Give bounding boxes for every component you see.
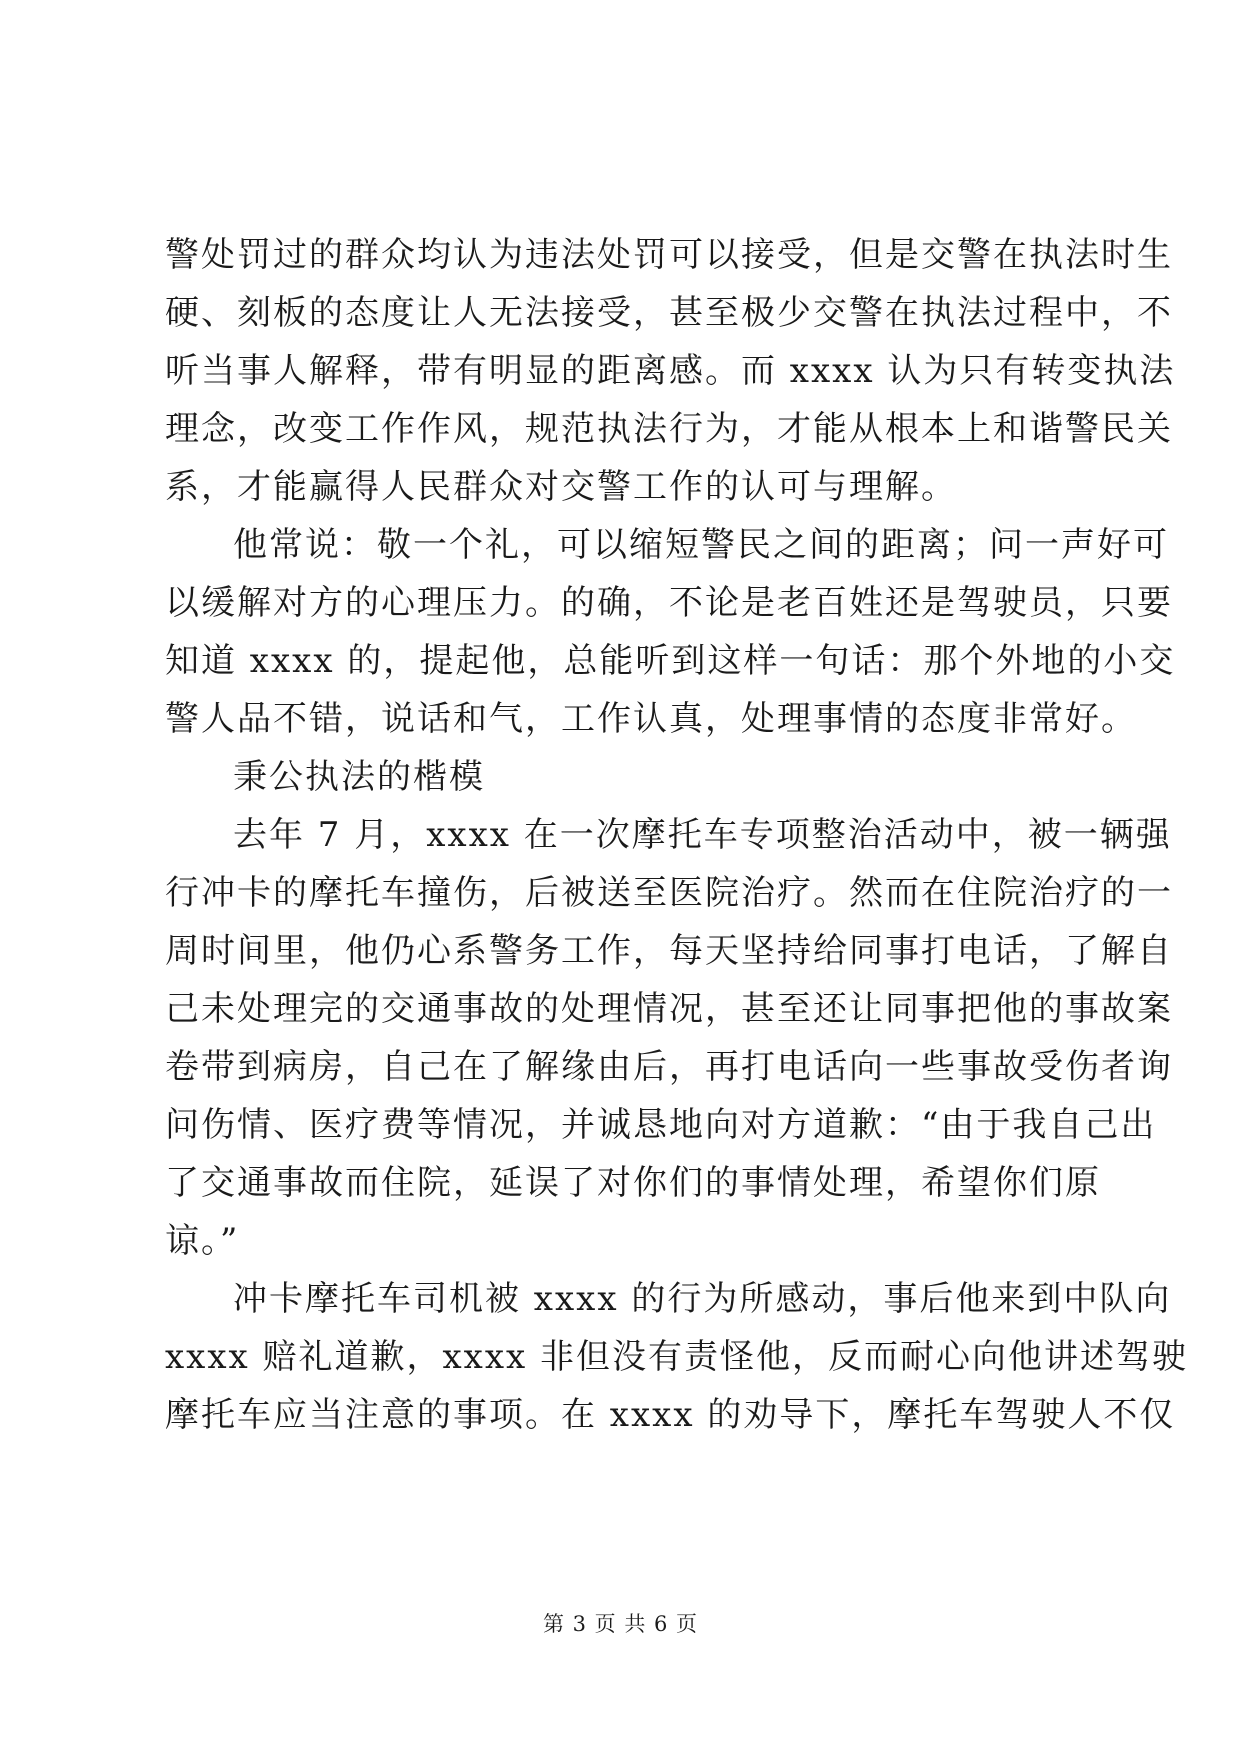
text-line: 周时间里，他仍心系警务工作，每天坚持给同事打电话，了解自 bbox=[165, 931, 1173, 971]
text-line: 以缓解对方的心理压力。的确，不论是老百姓还是驾驶员，只要 bbox=[165, 583, 1173, 623]
section-heading: 秉公执法的楷模 bbox=[233, 757, 485, 797]
text-line: 系，才能赢得人民群众对交警工作的认可与理解。 bbox=[165, 467, 957, 507]
text-line: 卷带到病房，自己在了解缘由后，再打电话向一些事故受伤者询 bbox=[165, 1047, 1173, 1087]
text-line: 警人品不错，说话和气，工作认真，处理事情的态度非常好。 bbox=[165, 699, 1137, 739]
text-line: 警处罚过的群众均认为违法处罚可以接受，但是交警在执法时生 bbox=[165, 235, 1173, 275]
text-line: 摩托车应当注意的事项。在 xxxx 的劝导下，摩托车驾驶人不仅 bbox=[165, 1395, 1176, 1435]
text-line: 己未处理完的交通事故的处理情况，甚至还让同事把他的事故案 bbox=[165, 989, 1173, 1029]
text-line: 行冲卡的摩托车撞伤，后被送至医院治疗。然而在住院治疗的一 bbox=[165, 873, 1173, 913]
text-line: 知道 xxxx 的，提起他，总能听到这样一句话：那个外地的小交 bbox=[165, 641, 1176, 681]
text-line: 问伤情、医疗费等情况，并诚恳地向对方道歉：“由于我自己出 bbox=[165, 1105, 1157, 1145]
page-number-footer: 第 3 页 共 6 页 bbox=[542, 1612, 699, 1636]
text-line: 硬、刻板的态度让人无法接受，甚至极少交警在执法过程中，不 bbox=[165, 293, 1173, 333]
text-line: 了交通事故而住院，延误了对你们的事情处理，希望你们原 bbox=[165, 1163, 1101, 1203]
text-line: 理念，改变工作作风，规范执法行为，才能从根本上和谐警民关 bbox=[165, 409, 1173, 449]
text-line: 听当事人解释，带有明显的距离感。而 xxxx 认为只有转变执法 bbox=[165, 351, 1176, 391]
text-line: 他常说：敬一个礼，可以缩短警民之间的距离；问一声好可 bbox=[233, 525, 1169, 565]
text-line: 谅。” bbox=[165, 1221, 240, 1261]
body-text bbox=[165, 226, 1189, 1444]
text-line: 冲卡摩托车司机被 xxxx 的行为所感动，事后他来到中队向 bbox=[233, 1279, 1172, 1319]
text-line: 去年 7 月，xxxx 在一次摩托车专项整治活动中，被一辆强 bbox=[233, 815, 1172, 855]
text-line: xxxx 赔礼道歉，xxxx 非但没有责怪他，反而耐心向他讲述驾驶 bbox=[165, 1337, 1189, 1377]
